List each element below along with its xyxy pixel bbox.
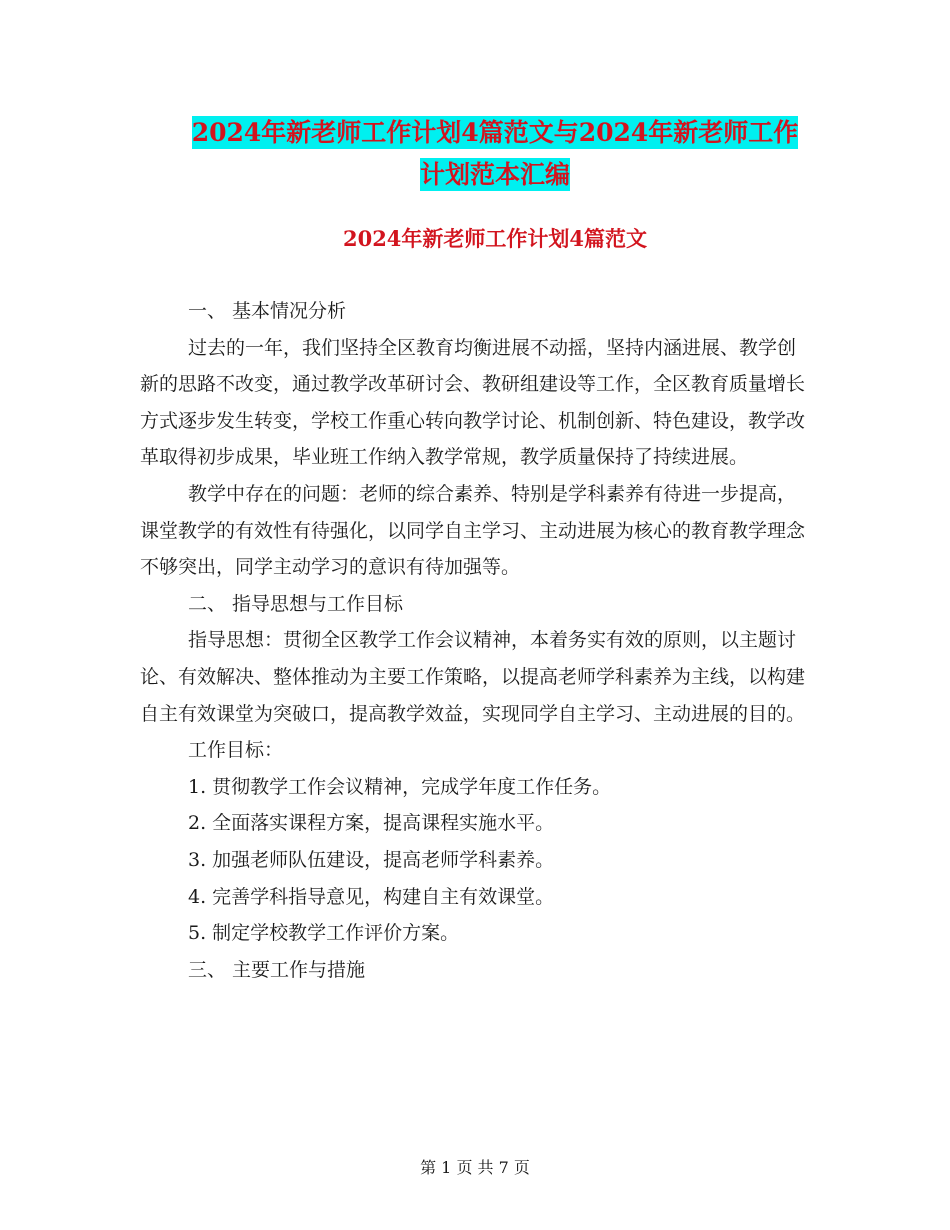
list-item: 1. 贯彻教学工作会议精神，完成学年度工作任务。 [188,775,612,798]
section-heading-3: 三、 主要工作与措施 [188,958,366,981]
goals-label: 工作目标： [188,739,284,762]
title-line-1: 2024年新老师工作计划4篇范文与2024年新老师工作 [191,118,799,147]
list-item: 4. 完善学科指导意见，构建自主有效课堂。 [188,885,555,908]
paragraph-3: 指导思想：贯彻全区教学工作会议精神，本着务实有效的原则，以主题讨论、有效解决、整体推动为主要工作策略，以提高老师学科素养为主线，以构建自主有效课堂为突破口，提高教学效益，实现同学自主学习、主动进展的目的。 [140,629,806,725]
section-subtitle: 2024年新老师工作计划4篇范文 [342,226,648,251]
page-footer: 第 1 页 共 7 页 [420,1158,530,1177]
list-item: 2. 全面落实课程方案，提高课程实施水平。 [188,812,555,835]
list-item: 5. 制定学校教学工作评价方案。 [188,922,460,945]
paragraph-2: 教学中存在的问题：老师的综合素养、特别是学科素养有待进一步提高，课堂教学的有效性有待强化，以同学自主学习、主动进展为核心的教育教学理念不够突出，同学主动学习的意识有待加强等。 [140,482,806,579]
section-heading-1: 一、 基本情况分析 [188,300,347,322]
title-line-2: 计划范本汇编 [419,160,570,189]
list-item: 3. 加强老师队伍建设，提高老师学科素养。 [188,848,555,871]
section-heading-2: 二、 指导思想与工作目标 [188,592,404,615]
document-title [140,112,850,196]
paragraph-1: 过去的一年，我们坚持全区教育均衡进展不动摇，坚持内涵进展、教学创新的思路不改变，通过教学改革研讨会、教研组建设等工作，全区教育质量增长方式逐步发生转变，学校工作重心转向教学讨论、机制创新、特色建设，教学改革取得初步成果，毕业班工作纳入教学常规，教学质量保持了持续进展。 [140,336,806,469]
document-body [140,293,808,988]
